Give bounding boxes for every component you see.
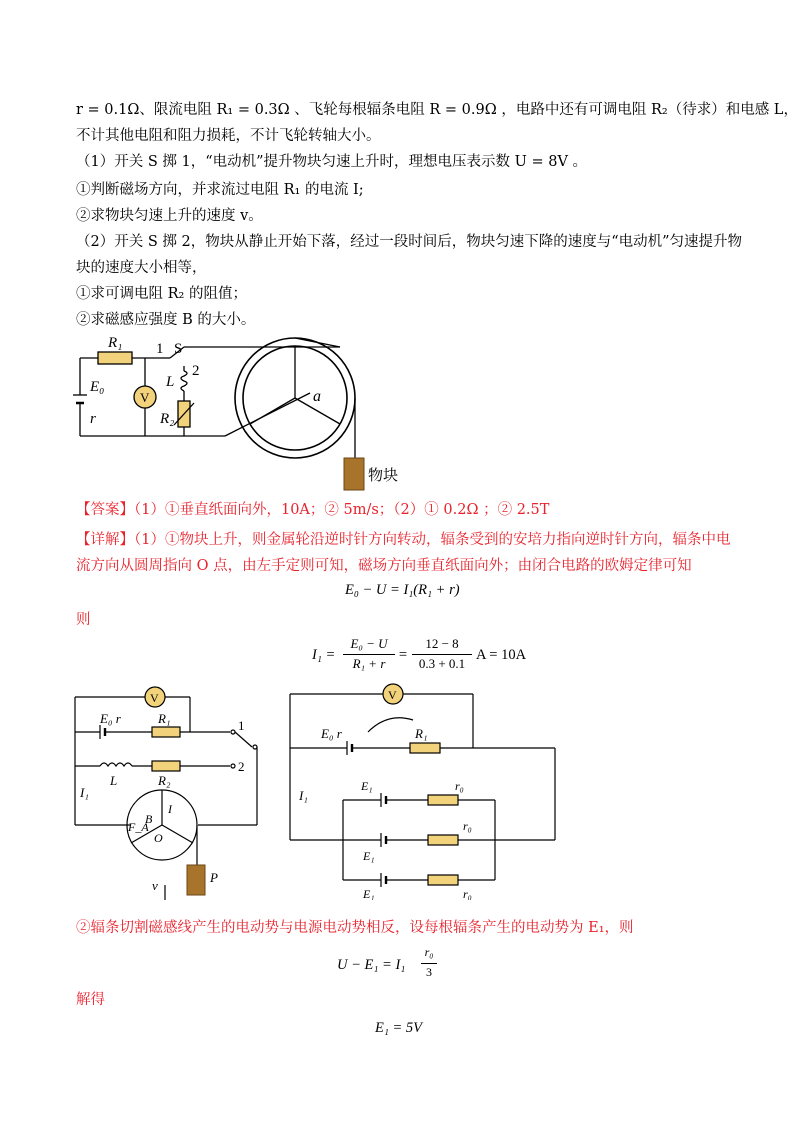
- label-1: 1: [156, 341, 164, 357]
- fig3-R1: R₁: [415, 726, 428, 741]
- fig3-E1b: E₁: [363, 849, 375, 863]
- problem-line-5: ②求物块匀速上升的速度 v。: [76, 208, 263, 224]
- label-r: r: [90, 411, 96, 427]
- fig2-B: B: [145, 812, 153, 826]
- answer-line: [76, 500, 549, 520]
- problem-line-9: ②求磁感应强度 B 的大小。: [76, 312, 256, 328]
- problem-line-8: ①求可调电阻 R₂ 的阻值；: [76, 286, 247, 302]
- label-a: a: [313, 388, 321, 405]
- answer-label: 【答案】: [76, 502, 134, 518]
- explain-label: 【详解】: [76, 532, 134, 548]
- fig2-V: V: [150, 691, 159, 705]
- fig2-E0r: E₀ r: [100, 711, 121, 726]
- label-E0: E₀: [90, 379, 105, 395]
- problem-line-7: 块的速度大小相等，: [76, 260, 207, 276]
- label-V: V: [140, 390, 150, 405]
- fig2-2: 2: [238, 759, 245, 774]
- problem-line-4: ①判断磁场方向，并求流过电阻 R₁ 的电流 I;: [76, 182, 364, 198]
- label-L: L: [166, 374, 175, 390]
- fig2-I: I: [168, 802, 172, 816]
- label-R1: R₁: [108, 335, 123, 351]
- fig3-E1a: E₁: [361, 779, 373, 793]
- label-2: 2: [192, 363, 200, 379]
- circuit-figure-3: [285, 680, 565, 900]
- equation-2-lhs: I₁ =: [312, 647, 336, 663]
- fig3-E0r: E₀ r: [321, 726, 342, 741]
- fig2-O: O: [154, 831, 163, 845]
- label-S: S: [174, 341, 183, 357]
- fig2-I1: I₁: [80, 785, 89, 800]
- equation-2-eq: =: [398, 647, 408, 663]
- problem-line-3: （1）开关 S 掷 1，“电动机”提升物块匀速上升时，理想电压表示数 U = 8V 。: [76, 154, 588, 170]
- problem-line-1: r = 0.1Ω、限流电阻 R₁ = 0.3Ω 、飞轮每根辐条电阻 R = 0.9Ω ，电路中还有可调电阻 R₂（待求）和电感 L，: [76, 102, 798, 118]
- equation-2-den2: 0.3 + 0.1: [418, 656, 466, 671]
- explain-line-2: 流方向从圆周指向 O 点，由左手定则可知，磁场方向垂直纸面向外；由闭合电路的欧姆定律可知: [76, 558, 692, 574]
- fig2-1: 1: [238, 718, 245, 733]
- explain-then: 则: [76, 612, 91, 628]
- equation-3-num: r₀: [424, 945, 434, 959]
- fraction-bar-1: [343, 654, 395, 655]
- fig2-v: v: [152, 878, 158, 893]
- equation-3-lhs: U − E₁ = I₁: [337, 957, 406, 973]
- equation-2-den1: R₁ + r: [352, 656, 386, 671]
- equation-1: E₀ − U = I₁(R₁ + r): [345, 582, 460, 598]
- fig3-r0b: r₀: [463, 819, 472, 833]
- circuit-figure-2: [70, 685, 280, 915]
- fig2-L: L: [110, 773, 118, 788]
- fig3-r0c: r₀: [463, 887, 472, 900]
- problem-line-2: 不计其他电阻和阻力损耗，不计飞轮转轴大小。: [76, 128, 381, 144]
- label-R2: R₂: [160, 411, 175, 427]
- fraction-bar-3: [421, 963, 437, 964]
- equation-2-rhs: A = 10A: [476, 647, 527, 663]
- fig3-V: V: [388, 688, 397, 702]
- circuit-figure-1: [70, 333, 400, 498]
- explain-line-3: ②辐条切割磁感线产生的电动势与电源电动势相反，设每根辐条产生的电动势为 E₁，则: [76, 920, 634, 936]
- equation-3-den: 3: [426, 965, 432, 979]
- fig3-I1: I₁: [299, 788, 308, 803]
- explain-solve: 解得: [76, 992, 105, 1008]
- label-block: 物块: [368, 468, 399, 484]
- equation-2-num2: 12 − 8: [425, 636, 459, 651]
- fig3-r0a: r₀: [455, 779, 464, 793]
- fig3-E1c: E₁: [363, 887, 375, 900]
- fig2-FA: F_A: [128, 820, 149, 834]
- answer-text: （1）①垂直纸面向外，10A；② 5m/s；（2）① 0.2Ω ；② 2.5T: [134, 502, 550, 518]
- equation-4: E₁ = 5V: [375, 1020, 423, 1036]
- fig2-R1: R₁: [158, 711, 171, 726]
- fig2-R2: R₂: [158, 773, 171, 788]
- fig2-P: P: [210, 870, 218, 885]
- equation-2-num1: E₀ − U: [350, 636, 388, 651]
- problem-line-6: （2）开关 S 掷 2，物块从静止开始下落，经过一段时间后，物块匀速下降的速度与“电动机”匀速提升物: [76, 234, 743, 250]
- fraction-bar-2: [412, 654, 472, 655]
- explain-line-1: 【详解】（1）①物块上升，则金属轮沿逆时针方向转动，辐条受到的安培力指向逆时针方向，辐条中电: [76, 532, 731, 548]
